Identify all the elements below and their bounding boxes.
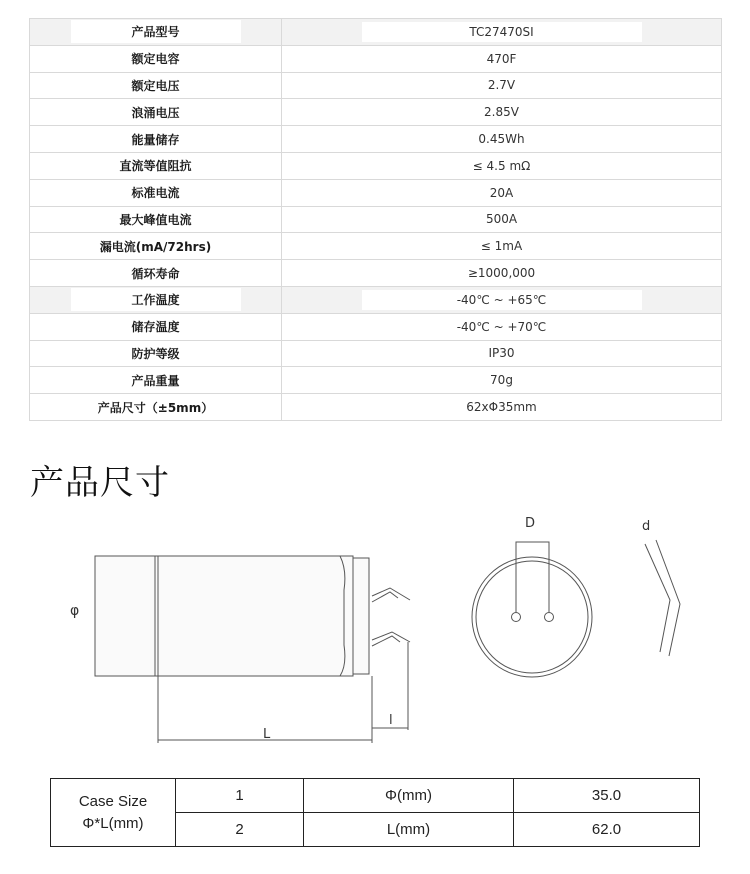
- spec-value: TC27470SI: [282, 19, 722, 46]
- spec-key: 储存温度: [30, 313, 282, 340]
- spec-key: 产品型号: [30, 19, 282, 46]
- spec-row: [30, 394, 722, 421]
- phi-label: φ: [70, 603, 80, 619]
- dimension-drawing: [0, 500, 750, 760]
- case-index: 2: [176, 813, 304, 847]
- spec-key: 循环寿命: [30, 260, 282, 287]
- spec-key: 防护等级: [30, 340, 282, 367]
- spec-row: [30, 286, 722, 313]
- case-size-head-line2: Φ*L(mm): [82, 814, 144, 832]
- capacitor-body: [95, 556, 353, 676]
- spec-key: 额定电压: [30, 72, 282, 99]
- spec-row: [30, 19, 722, 46]
- terminal-top: [372, 588, 410, 602]
- spec-value: ≤ 4.5 mΩ: [282, 152, 722, 179]
- case-size-head-line1: Case Size: [78, 792, 148, 810]
- spec-key: 标准电流: [30, 179, 282, 206]
- spec-key: 漏电流(mA/72hrs): [30, 233, 282, 260]
- lead-diameter-label: d: [642, 519, 651, 534]
- spec-value: ≥1000,000: [282, 260, 722, 287]
- spec-value: 2.85V: [282, 99, 722, 126]
- terminal-bottom: [372, 632, 410, 646]
- spec-key: 工作温度: [30, 286, 282, 313]
- case-size-table: [50, 778, 700, 847]
- case-row-1: [51, 779, 700, 813]
- spec-value: -40℃ ~ +65℃: [282, 286, 722, 313]
- case-dim-value: 35.0: [514, 779, 700, 813]
- spec-row: [30, 126, 722, 153]
- spec-row: [30, 313, 722, 340]
- lead-length-label: l: [389, 713, 393, 728]
- spec-row: [30, 233, 722, 260]
- case-dim-label: L(mm): [304, 813, 514, 847]
- spec-value: ≤ 1mA: [282, 233, 722, 260]
- length-label: L: [263, 727, 271, 742]
- spec-value: 62xΦ35mm: [282, 394, 722, 421]
- spec-key: 浪涌电压: [30, 99, 282, 126]
- spec-row: [30, 340, 722, 367]
- case-size-header: [51, 779, 176, 847]
- spec-value: -40℃ ~ +70℃: [282, 313, 722, 340]
- spec-row: [30, 260, 722, 287]
- spec-value: 470F: [282, 45, 722, 72]
- case-dim-value: 62.0: [514, 813, 700, 847]
- spec-key: 额定电容: [30, 45, 282, 72]
- spec-key: 直流等值阻抗: [30, 152, 282, 179]
- spec-row: [30, 179, 722, 206]
- spec-key: 产品尺寸（±5mm）: [30, 394, 282, 421]
- spec-key: 产品重量: [30, 367, 282, 394]
- spec-value: IP30: [282, 340, 722, 367]
- spec-key: 最大峰值电流: [30, 206, 282, 233]
- spec-value: 20A: [282, 179, 722, 206]
- spec-value: 500A: [282, 206, 722, 233]
- lead-spacing-label: D: [525, 516, 536, 531]
- case-dim-label: Φ(mm): [304, 779, 514, 813]
- section-title: 产品尺寸: [30, 463, 170, 503]
- spec-row: [30, 45, 722, 72]
- case-index: 1: [176, 779, 304, 813]
- spec-key: 能量储存: [30, 126, 282, 153]
- spec-row: [30, 99, 722, 126]
- spec-row: [30, 72, 722, 99]
- spec-value: 0.45Wh: [282, 126, 722, 153]
- front-view-outer: [472, 557, 592, 677]
- spec-row: [30, 152, 722, 179]
- spec-row: [30, 367, 722, 394]
- spec-value: 2.7V: [282, 72, 722, 99]
- spec-value: 70g: [282, 367, 722, 394]
- spec-row: [30, 206, 722, 233]
- lead-wire: [645, 540, 680, 656]
- spec-table: [29, 18, 722, 421]
